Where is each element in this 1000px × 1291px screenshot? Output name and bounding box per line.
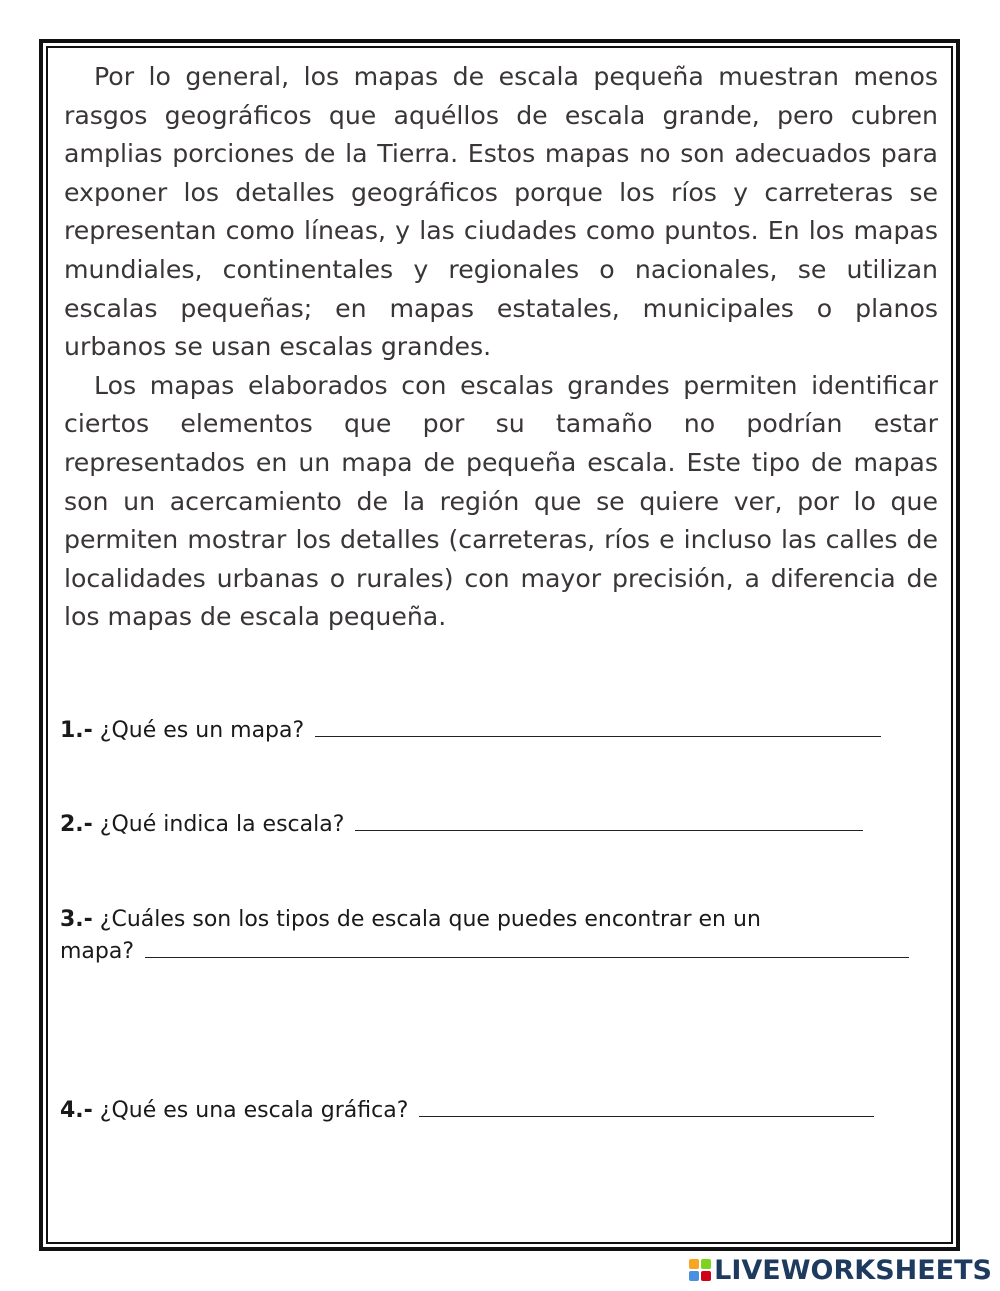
reading-passage (64, 58, 938, 637)
question-1 (60, 715, 932, 747)
question-text: ¿Qué indica la escala? (99, 812, 345, 837)
question-4 (60, 1095, 932, 1127)
question-2 (60, 809, 932, 841)
brand-name: LIVEWORKSHEETS (714, 1254, 992, 1286)
question-text: ¿Qué es un mapa? (99, 718, 305, 743)
reading-paragraph-1: Por lo general, los mapas de escala pequeña muestran menos rasgos geográficos que aquéllos de escala grande, pero cubren amplias porciones de la Tierra. Estos mapas no son adecuados para exponer los detalles geográficos porque los ríos y carreteras se representan como líneas, y las ciudades como puntos. En los mapas mundiales, continentales y regionales o nacionales, se utilizan escalas pequeñas; en mapas estatales, municipales o planos urbanos se usan escalas grandes. (64, 62, 938, 362)
question-text-continued: mapa? (60, 939, 135, 964)
answer-line-2[interactable] (355, 810, 863, 831)
answer-line-4[interactable] (419, 1096, 874, 1117)
question-number: 3.- (60, 907, 93, 932)
question-number: 2.- (60, 812, 93, 837)
question-text: ¿Cuáles son los tipos de escala que puedes encontrar en un (99, 907, 761, 932)
question-text: ¿Qué es una escala gráfica? (99, 1098, 409, 1123)
reading-paragraph-2: Los mapas elaborados con escalas grandes permiten identificar ciertos elementos que por su tamaño no podrían estar representados en un mapa de pequeña escala. Este tipo de mapas son un acercamiento de la región que se quiere ver, por lo que permiten mostrar los detalles (carreteras, ríos e incluso las calles de localidades urbanas o rurales) con mayor precisión, a diferencia de los mapas de escala pequeña. (64, 370, 938, 632)
question-number: 1.- (60, 718, 93, 743)
question-3 (60, 904, 932, 968)
question-number: 4.- (60, 1098, 93, 1123)
answer-line-1[interactable] (315, 716, 881, 737)
answer-line-3[interactable] (145, 937, 909, 958)
logo-grid-icon (689, 1259, 711, 1281)
liveworksheets-logo (689, 1255, 992, 1285)
